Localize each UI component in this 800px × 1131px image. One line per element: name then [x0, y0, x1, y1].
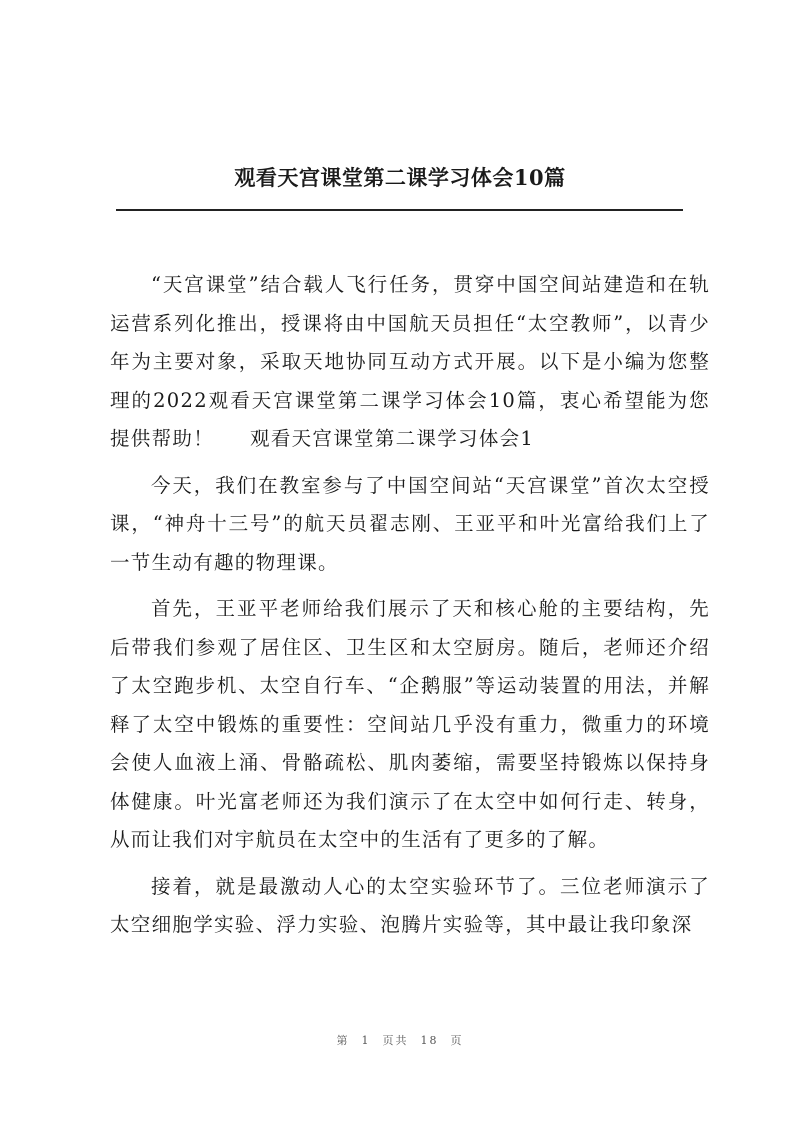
footer-middle: 页共	[382, 1034, 409, 1047]
paragraph-intro	[110, 266, 710, 459]
footer-suffix: 页	[450, 1034, 464, 1047]
paragraph-text: “天宫课堂”结合载人飞行任务，贯穿中国空间站建造和在轨运营系列化推出，授课将由中国航天员担任“太空教师”，以青少年为主要对象，采取天地协同互动方式开展。以下是小编为您整理的2022观看天宫课堂第二课学习体会10篇，衷心希望能为您提供帮助！	[110, 273, 710, 450]
paragraph: 接着，就是最激动人心的太空实验环节了。三位老师演示了太空细胞学实验、浮力实验、泡腾片实验等，其中最让我印象深	[110, 874, 710, 936]
footer-total-pages: 18	[420, 1034, 439, 1047]
paragraph: 首先，王亚平老师给我们展示了天和核心舱的主要结构，先后带我们参观了居住区、卫生区和太空厨房。随后，老师还介绍了太空跑步机、太空自行车、“企鹅服”等运动装置的用法，并解释了太空中锻炼的重要性：空间站几乎没有重力，微重力的环境会使人血液上涌、骨骼疏松、肌肉萎缩，需要坚持锻炼以保持身体健康。叶光富老师还为我们演示了在太空中如何行走、转身，从而让我们对宇航员在太空中的生活有了更多的了解。	[110, 597, 710, 851]
footer-page-number: 1	[361, 1034, 371, 1047]
document-title: 观看天宫课堂第二课学习体会10篇	[234, 165, 566, 190]
section-heading-1: 观看天宫课堂第二课学习体会1	[250, 427, 535, 450]
title-divider	[116, 209, 683, 211]
document-body	[110, 266, 710, 953]
paragraph: 今天，我们在教室参与了中国空间站“天宫课堂”首次太空授课，“神舟十三号”的航天员翟志刚、王亚平和叶光富给我们上了一节生动有趣的物理课。	[110, 473, 710, 574]
page-footer	[0, 1032, 800, 1048]
footer-prefix: 第	[336, 1034, 350, 1047]
